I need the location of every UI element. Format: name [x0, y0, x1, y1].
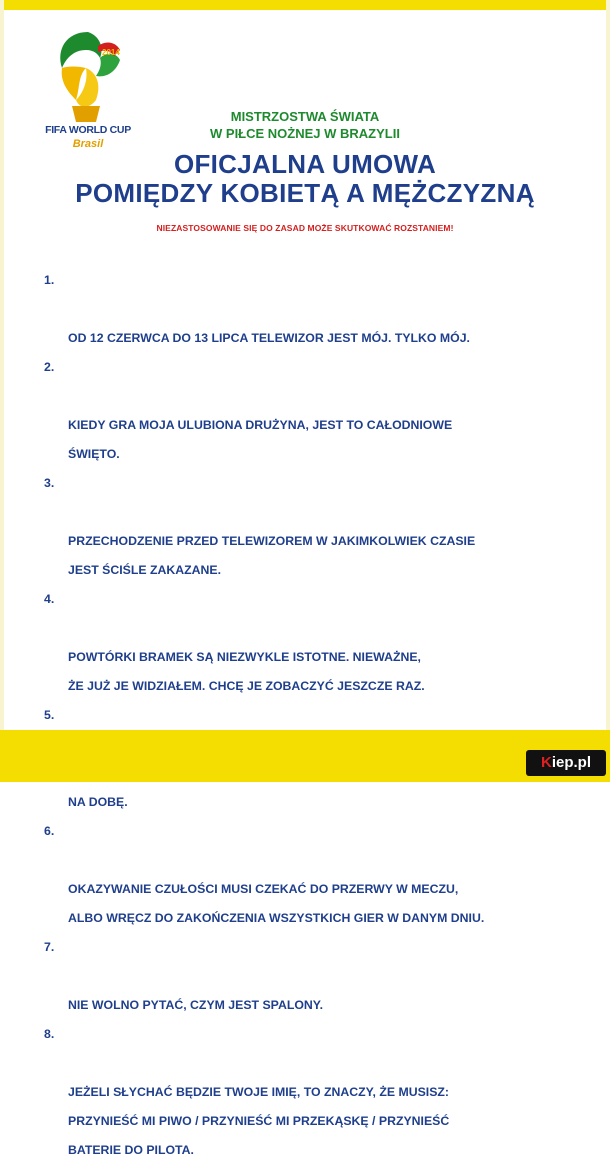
watermark-k: K	[540, 754, 552, 771]
rule-text: OD 12 CZERWCA DO 13 LIPCA TELEWIZOR JEST MÓJ. TYLKO MÓJ.	[68, 331, 470, 345]
watermark-rest: iep.pl	[551, 754, 591, 771]
left-border	[0, 0, 4, 730]
title-line-2: POMIĘDZY KOBIETĄ A MĘŻCZYZNĄ	[75, 178, 535, 208]
right-border	[606, 0, 610, 730]
rule-item	[44, 1020, 599, 1165]
rule-text: NA DOBĘ.	[68, 795, 128, 809]
rule-text: KIEDY GRA MOJA ULUBIONA DRUŻYNA, JEST TO CAŁODNIOWE ŚWIĘTO.	[68, 418, 453, 461]
top-yellow-border	[0, 0, 610, 10]
logo-text: FIFA WORLD CUP	[45, 124, 131, 136]
rule-number: 7.	[44, 940, 55, 954]
rule-number: 2.	[44, 360, 55, 374]
rule-text: OKAZYWANIE CZUŁOŚCI MUSI CZEKAĆ DO PRZERWY W MECZU, ALBO WRĘCZ DO ZAKOŃCZENIA WSZYSTKICH GIER W DANYM DNIU.	[68, 882, 485, 925]
rule-number: 5.	[44, 708, 55, 722]
rule-number: 8.	[44, 1027, 55, 1041]
rule-item	[44, 585, 599, 701]
subtitle	[140, 108, 470, 142]
world-cup-logo	[36, 28, 140, 158]
trophy-hands-icon	[50, 28, 126, 124]
subtitle-line-2: W PIŁCE NOŻNEJ W BRAZYLII	[210, 126, 400, 141]
rule-number: 3.	[44, 476, 55, 490]
bottom-yellow-border	[0, 730, 610, 782]
rules-list	[44, 266, 599, 1165]
rule-text: POWTÓRKI BRAMEK SĄ NIEZWYKLE ISTOTNE. NIEWAŻNE, ŻE JUŻ JE WIDZIAŁEM. CHCĘ JE ZOBACZYĆ JESZCZE RAZ.	[68, 650, 425, 693]
rule-item	[44, 469, 599, 585]
rule-item	[44, 266, 599, 353]
rule-text: PRZECHODZENIE PRZED TELEWIZOREM W JAKIMKOLWIEK CZASIE JEST ŚCIŚLE ZAKAZANE.	[68, 534, 476, 577]
rule-number: 6.	[44, 824, 55, 838]
logo-subtext: Brasil	[72, 138, 104, 150]
rule-item	[44, 933, 599, 1020]
logo-year: 2014	[102, 48, 120, 57]
rule-text: JEŻELI SŁYCHAĆ BĘDZIE TWOJE IMIĘ, TO ZNACZY, ŻE MUSISZ: PRZYNIEŚĆ MI PIWO / PRZYNIEŚĆ MI PRZEKĄSKĘ / PRZYNIEŚĆ BATERIE DO PILOTA.	[68, 1085, 450, 1157]
watermark	[526, 750, 606, 776]
rule-item	[44, 353, 599, 469]
page-title	[0, 150, 610, 208]
rule-number: 4.	[44, 592, 55, 606]
warning-text: NIEZASTOSOWANIE SIĘ DO ZASAD MOŻE SKUTKOWAĆ ROZSTANIEM!	[156, 223, 454, 233]
rule-number: 1.	[44, 273, 55, 287]
rule-text: NIE WOLNO PYTAĆ, CZYM JEST SPALONY.	[68, 998, 324, 1012]
title-line-1: OFICJALNA UMOWA	[173, 149, 437, 179]
rule-item	[44, 817, 599, 933]
subtitle-line-1: MISTRZOSTWA ŚWIATA	[230, 109, 380, 124]
